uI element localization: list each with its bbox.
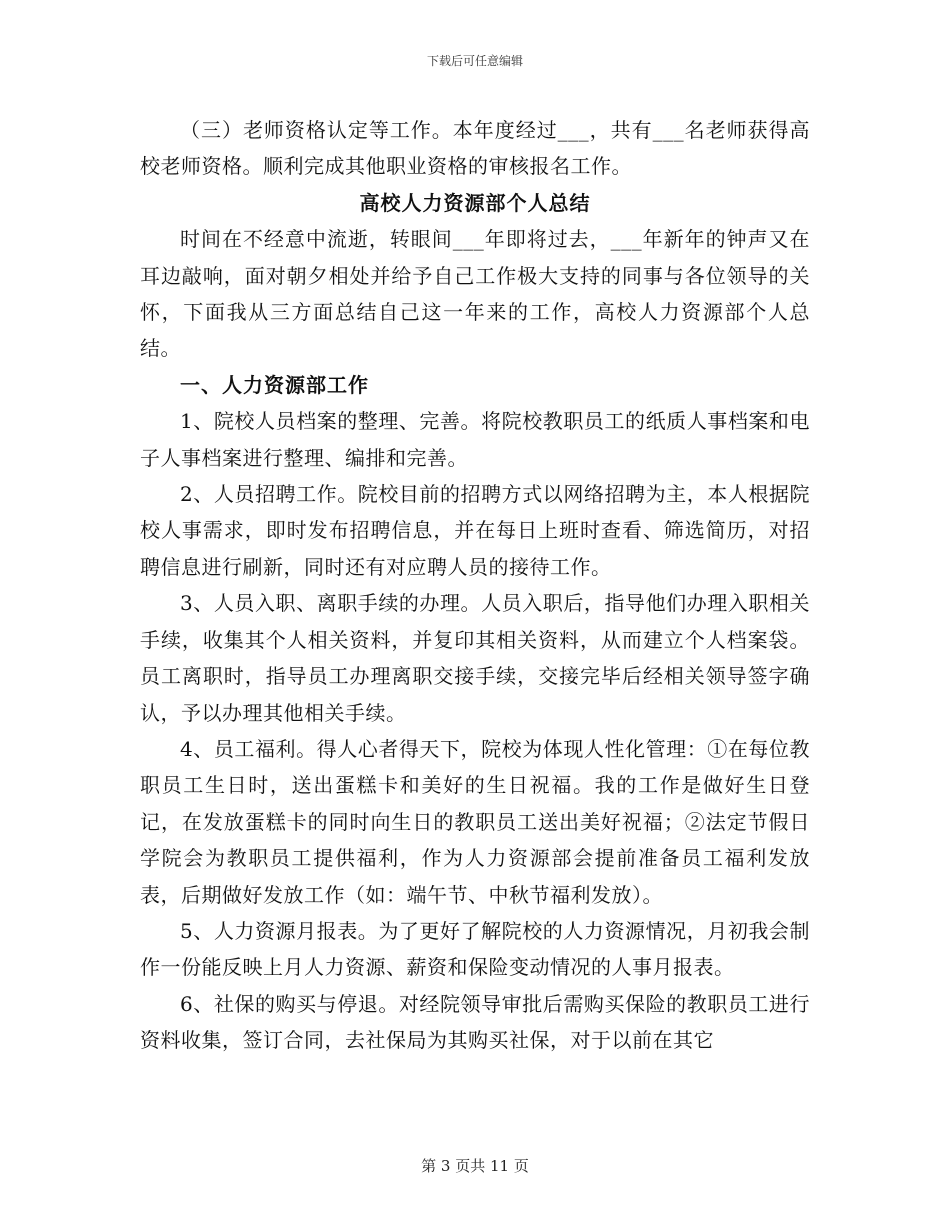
page-header-note: 下载后可任意编辑 xyxy=(426,54,523,68)
page-number: 第 3 页共 11 页 xyxy=(421,1157,529,1175)
opening-paragraph: 时间在不经意中流逝，转眼间___年即将过去，___年新年的钟声又在耳边敲响，面对朝夕相处并给予自己工作极大支持的同事与各位领导的关怀，下面我从三方面总结自己这一年来的工作，高校人力资源部个人总结。 xyxy=(140,227,810,361)
list-item: 2、人员招聘工作。院校目前的招聘方式以网络招聘为主，本人根据院校人事需求，即时发布招聘信息，并在每日上班时查看、筛选简历，对招聘信息进行刷新，同时还有对应聘人员的接待工作。 xyxy=(140,482,810,579)
list-item: 3、人员入职、离职手续的办理。人员入职后，指导他们办理入职相关手续，收集其个人相关资料，并复印其相关资料，从而建立个人档案袋。员工离职时，指导员工办理离职交接手续，交接完毕后经相关领导签字确认，予以办理其他相关手续。 xyxy=(140,591,810,725)
document-title: 高校人力资源部个人总结 xyxy=(359,190,591,215)
list-item: 1、院校人员档案的整理、完善。将院校教职员工的纸质人事档案和电子人事档案进行整理、编排和完善。 xyxy=(140,409,810,470)
document-body xyxy=(140,112,810,1059)
list-item: 5、人力资源月报表。为了更好了解院校的人力资源情况，月初我会制作一份能反映上月人力资源、薪资和保险变动情况的人事月报表。 xyxy=(140,918,810,980)
intro-paragraph: （三）老师资格认定等工作。本年度经过___，共有___名老师获得高校老师资格。顺利完成其他职业资格的审核报名工作。 xyxy=(140,118,810,179)
list-item: 4、员工福利。得人心者得天下，院校为体现人性化管理：①在每位教职员工生日时，送出蛋糕卡和美好的生日祝福。我的工作是做好生日登记，在发放蛋糕卡的同时向生日的教职员工送出美好祝福；②法定节假日学院会为教职员工提供福利，作为人力资源部会提前准备员工福利发放表，后期做好发放工作（如：端午节、中秋节福利发放）。 xyxy=(140,736,810,907)
list-item: 6、社保的购买与停退。对经院领导审批后需购买保险的教职员工进行资料收集，签订合同，去社保局为其购买社保，对于以前在其它 xyxy=(140,991,810,1053)
section-heading: 一、人力资源部工作 xyxy=(180,372,369,397)
